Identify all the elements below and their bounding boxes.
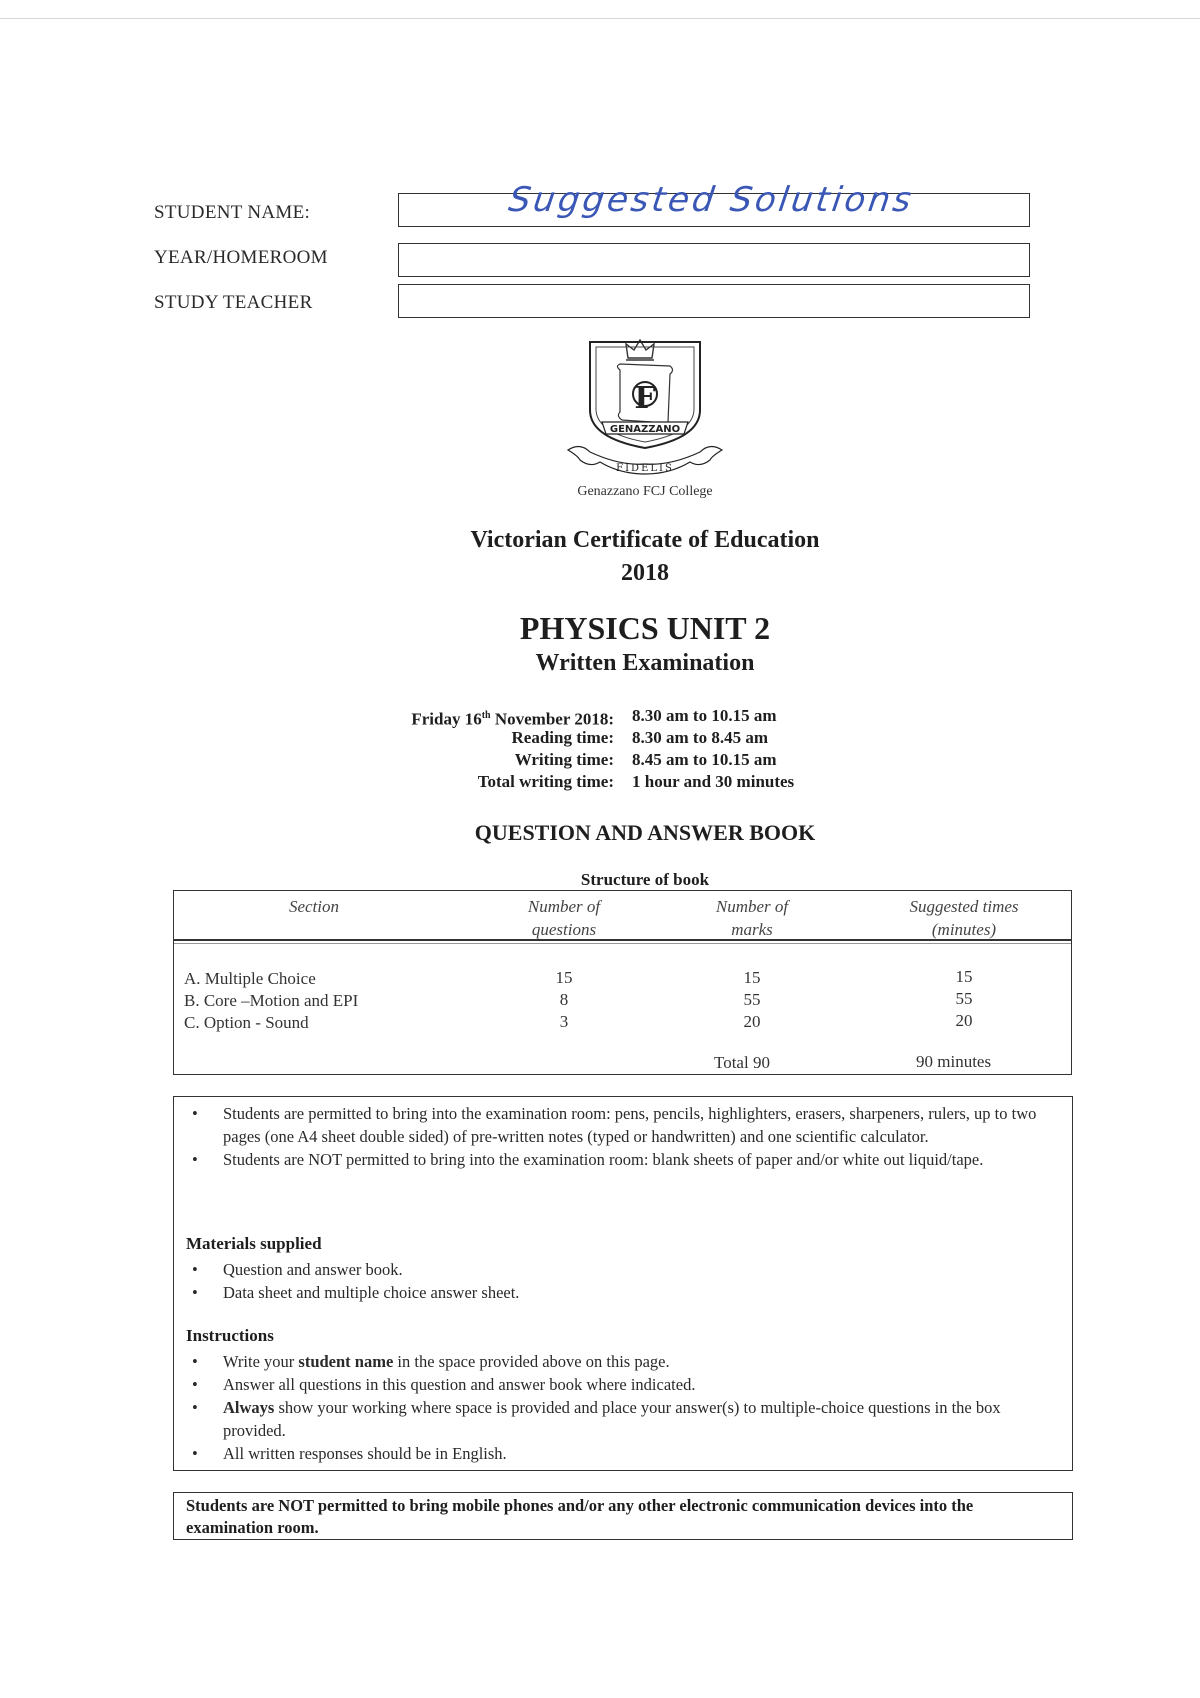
student-name-label: STUDENT NAME: — [154, 202, 311, 223]
header-questions: Number of questions — [527, 897, 601, 939]
year-homeroom-field[interactable] — [398, 243, 1030, 277]
row-questions: 15 — [555, 968, 573, 987]
header-times: Suggested times (minutes) — [909, 897, 1019, 939]
list-item: • Students are permitted to bring into the examination room: pens, pencils, highlighters, erasers, sharpeners, rulers, up to two pages (one A4 sheet double sided) of pre-written notes (typed or handwritten) and one scientific calculator. — [186, 1102, 1060, 1148]
year-homeroom-label: YEAR/HOMEROOM — [154, 247, 328, 268]
mobile-phone-warning: Students are NOT permitted to bring mobile phones and/or any other electronic communication devices into the examination room. — [173, 1492, 1073, 1540]
times-label: Writing time: — [514, 750, 614, 769]
materials-list — [186, 1258, 1060, 1304]
student-name-field[interactable] — [398, 180, 1030, 227]
times-value: 8.45 am to 10.15 am — [632, 750, 777, 769]
total-time: 90 minutes — [916, 1052, 992, 1071]
times-row — [370, 749, 794, 771]
times-label: Reading time: — [511, 728, 614, 747]
rules-box — [173, 1096, 1073, 1471]
crest-motto-text: FIDELIS — [616, 463, 674, 474]
instructions-heading: Instructions — [186, 1326, 274, 1345]
row-section: B. Core –Motion and EPI — [184, 991, 359, 1010]
book-title: QUESTION AND ANSWER BOOK — [474, 820, 816, 845]
list-item: • Always show your working where space is provided and place your answer(s) to multiple-choice questions in the box provided. — [186, 1396, 1060, 1442]
times-value: 1 hour and 30 minutes — [632, 772, 795, 791]
times-label: Total writing time: — [477, 772, 614, 791]
times-label: Friday 16th November 2018: — [411, 709, 614, 729]
scan-edge — [0, 18, 1200, 19]
college-name: Genazzano FCJ College — [577, 484, 713, 499]
structure-table — [173, 890, 1072, 1075]
svg-text:F: F — [634, 381, 656, 416]
materials-heading: Materials supplied — [186, 1234, 322, 1253]
header-marks: Number of marks — [715, 897, 789, 939]
list-item: • Data sheet and multiple choice answer sheet. — [186, 1281, 1060, 1304]
list-item: • Write your student name in the space provided above on this page. — [186, 1350, 1060, 1373]
row-time: 15 — [955, 967, 973, 986]
row-questions: 3 — [559, 1012, 569, 1031]
header-rule — [174, 939, 1071, 941]
row-questions: 8 — [559, 990, 569, 1009]
row-section: A. Multiple Choice — [184, 969, 316, 988]
list-item: • Students are NOT permitted to bring into the examination room: blank sheets of paper and/or white out liquid/tape. — [186, 1148, 1060, 1171]
crest-name-text: GENAZZANO — [609, 424, 681, 435]
header-section: Section — [288, 897, 340, 916]
vce-line: Victorian Certificate of Education — [470, 527, 820, 553]
study-teacher-field[interactable] — [398, 284, 1030, 318]
row-time: 20 — [955, 1011, 973, 1030]
study-teacher-label: STUDY TEACHER — [154, 292, 313, 313]
header-rule-thin — [174, 943, 1071, 944]
college-crest-logo — [560, 330, 730, 480]
exam-subtitle: Written Examination — [535, 650, 755, 676]
row-marks: 20 — [743, 1012, 761, 1031]
vce-heading — [0, 524, 1200, 590]
times-row — [370, 727, 794, 749]
times-row — [370, 771, 794, 793]
vce-year: 2018 — [621, 560, 669, 586]
list-item: • Question and answer book. — [186, 1258, 1060, 1281]
student-name-handwriting: Suggested Solutions — [506, 180, 917, 220]
permitted-list — [186, 1102, 1060, 1171]
times-value: 8.30 am to 10.15 am — [632, 706, 777, 725]
structure-title: Structure of book — [580, 870, 710, 889]
row-time: 55 — [955, 989, 973, 1008]
times-value: 8.30 am to 8.45 am — [632, 728, 768, 747]
exam-times — [370, 705, 794, 793]
instructions-list — [186, 1350, 1060, 1465]
total-marks: Total 90 — [714, 1053, 770, 1072]
row-marks: 55 — [743, 990, 761, 1009]
row-section: C. Option - Sound — [184, 1013, 309, 1032]
exam-title: PHYSICS UNIT 2 — [519, 610, 771, 646]
list-item: • All written responses should be in English. — [186, 1442, 1060, 1465]
times-row — [370, 705, 794, 727]
row-marks: 15 — [743, 968, 761, 987]
list-item: • Answer all questions in this question and answer book where indicated. — [186, 1373, 1060, 1396]
